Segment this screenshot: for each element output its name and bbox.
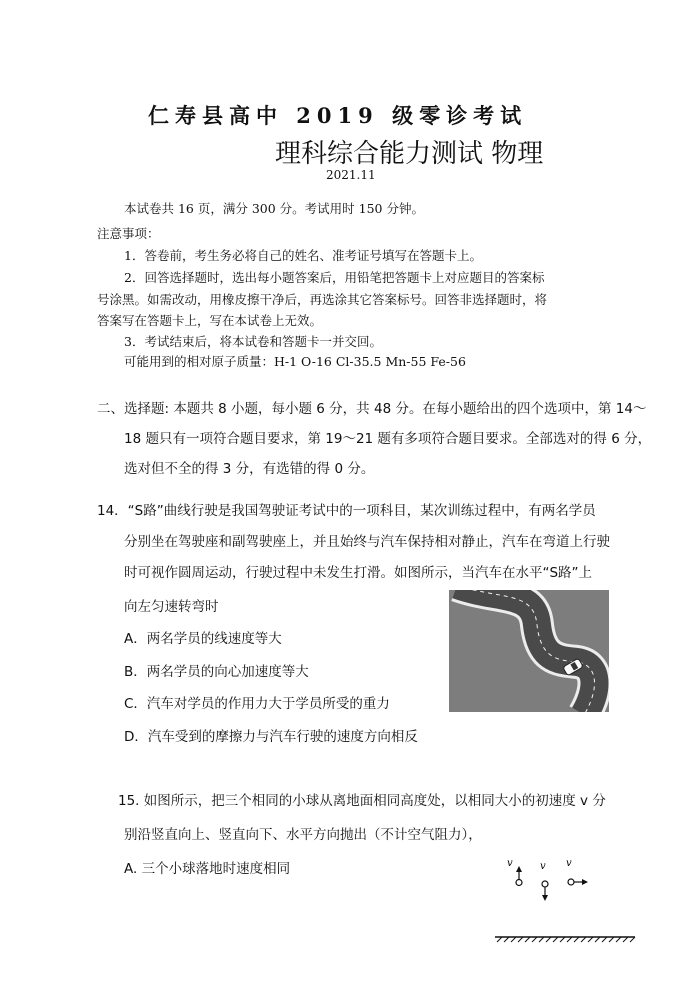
- velocity-label-horizontal: v: [566, 858, 572, 869]
- three-balls-diagram: [495, 855, 640, 945]
- atomic-masses: 可能用到的相对原子质量：H-1 O-16 Cl-35.5 Mn-55 Fe-56: [124, 354, 466, 369]
- note-item-2-line-2: 号涂黑。如需改动，用橡皮擦干净后，再选涂其它答案标号。回答非选择题时，将: [97, 292, 548, 307]
- q15-line-1: 15. 如图所示，把三个相同的小球从离地面相同高度处，以相同大小的初速度 v 分: [118, 793, 606, 809]
- ball-up: [516, 880, 522, 886]
- section2-line-3: 选对但不全的得 3 分，有选错的得 0 分。: [124, 461, 375, 477]
- q14-line-4: 向左匀速转弯时: [124, 599, 219, 615]
- q14-option-b: B．两名学员的向心加速度等大: [124, 664, 309, 680]
- section2-line-1: 二、选择题: 本题共 8 小题，每小题 6 分，共 48 分。在每小题给出的四个选项中，第 14～: [97, 401, 647, 417]
- note-item-3: 3．考试结束后，将本试卷和答题卡一并交回。: [124, 334, 382, 349]
- s-road-photo: [449, 590, 609, 712]
- q14-line-2: 分别坐在驾驶座和副驾驶座上，并且始终与汽车保持相对静止，汽车在弯道上行驶: [124, 534, 610, 550]
- subject-title: 理科综合能力测试 物理: [275, 139, 544, 169]
- section2-line-2: 18 题只有一项符合题目要求，第 19～21 题有多项符合题目要求。全部选对的得 6 分，: [124, 431, 652, 447]
- note-item-2-line-3: 答案写在答题卡上，写在本试卷上无效。: [97, 313, 323, 328]
- q14-line-3: 时可视作圆周运动，行驶过程中未发生打滑。如图所示，当汽车在水平“S路”上: [124, 565, 593, 581]
- intro-text: 本试卷共 16 页，满分 300 分。考试用时 150 分钟。: [124, 201, 424, 216]
- q14-option-d: D．汽车受到的摩擦力与汽车行驶的速度方向相反: [124, 729, 418, 745]
- notes-heading: 注意事项：: [97, 226, 160, 241]
- velocity-label-down: v: [540, 861, 546, 872]
- q14-line-1: 14．“S路”曲线行驶是我国驾驶证考试中的一项科目，某次训练过程中，有两名学员: [97, 503, 596, 519]
- exam-date: 2021.11: [326, 168, 376, 182]
- q15-option-a: A. 三个小球落地时速度相同: [124, 861, 291, 877]
- note-item-1: 1．答卷前，考生务必将自己的姓名、准考证号填写在答题卡上。: [124, 248, 482, 263]
- note-item-2-line-1: 2．回答选择题时，选出每小题答案后，用铅笔把答题卡上对应题目的答案标: [124, 270, 545, 285]
- school-exam-title: 仁寿县高中 2019 级零诊考试: [148, 103, 528, 128]
- ball-down: [542, 881, 548, 887]
- q14-option-a: A．两名学员的线速度等大: [124, 631, 282, 647]
- q15-line-2: 别沿竖直向上、竖直向下、水平方向抛出（不计空气阻力），: [124, 827, 482, 843]
- ball-horizontal: [568, 879, 574, 885]
- velocity-label-up: v: [507, 858, 513, 869]
- q14-option-c: C．汽车对学员的作用力大于学员所受的重力: [124, 696, 390, 712]
